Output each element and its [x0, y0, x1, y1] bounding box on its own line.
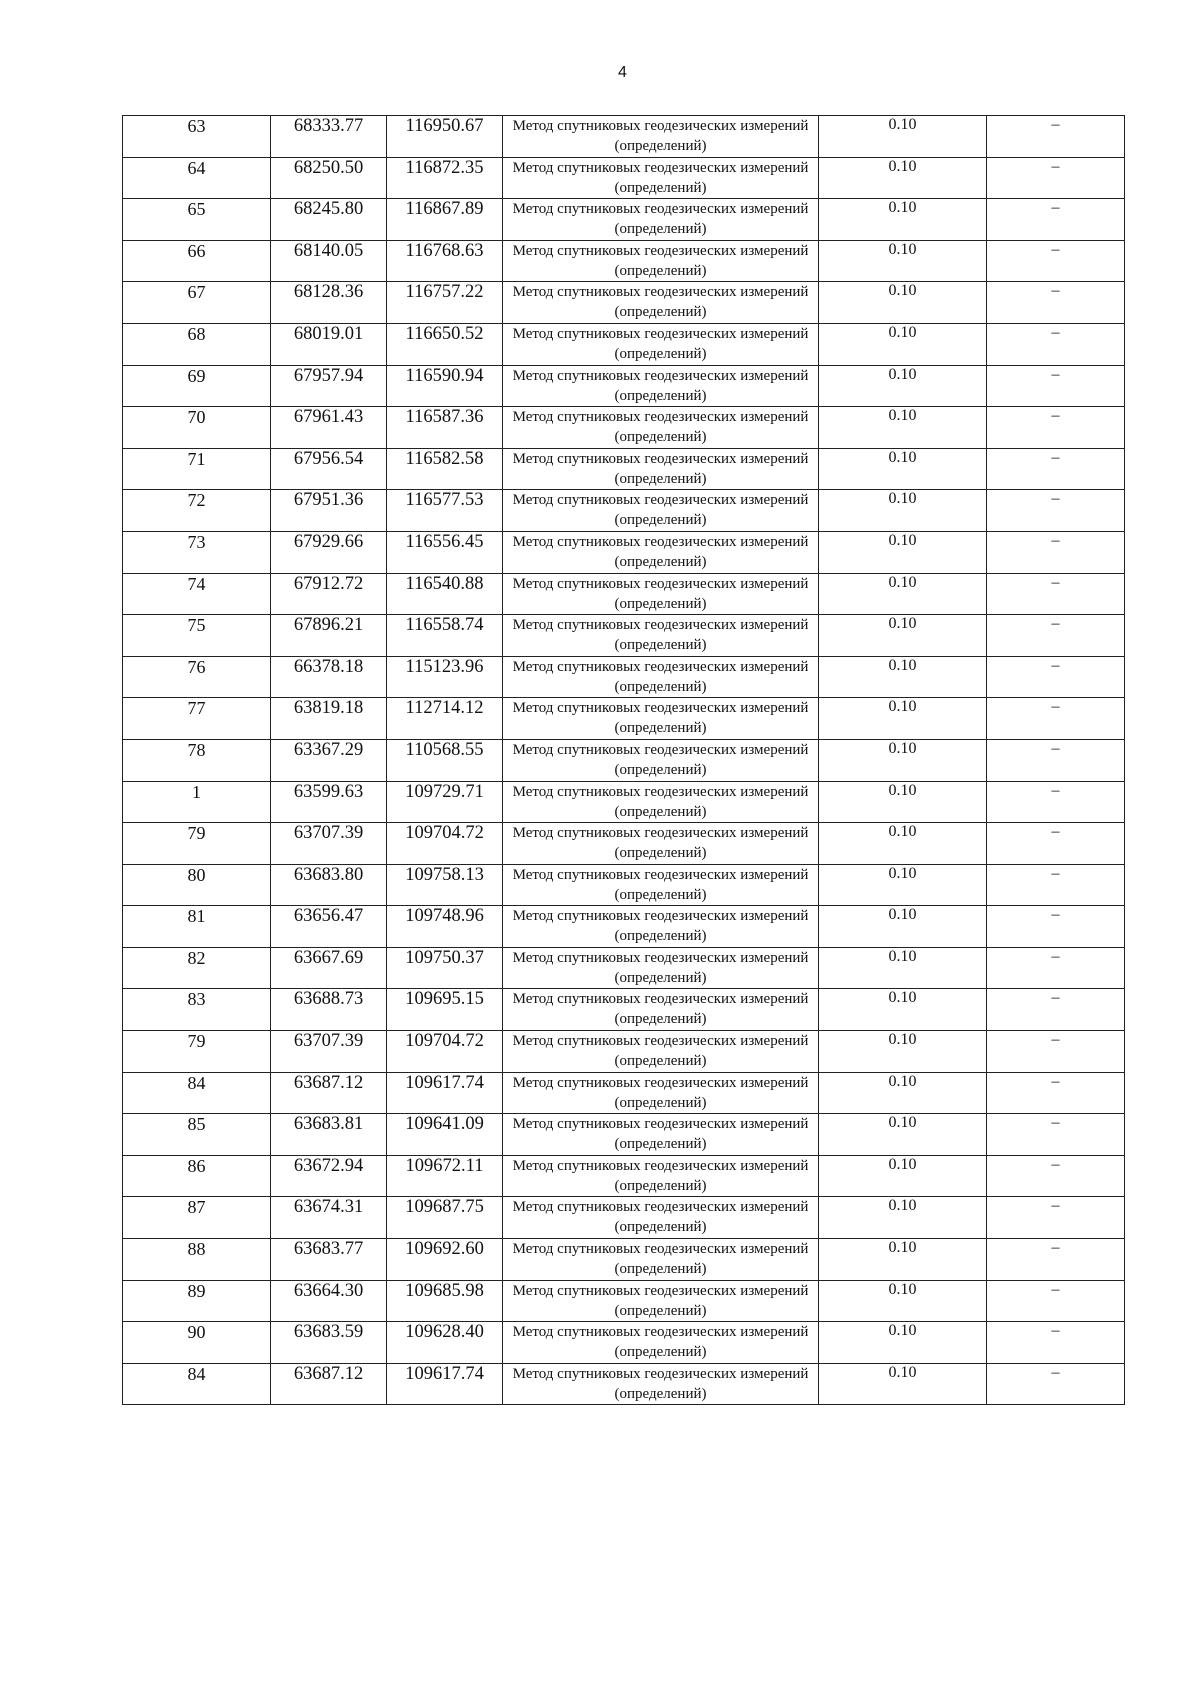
table-row [123, 1239, 1125, 1281]
point-number-cell: 82 [123, 947, 271, 989]
x-coordinate-cell: 63599.63 [271, 781, 387, 823]
x-coordinate-cell: 63683.59 [271, 1322, 387, 1364]
method-cell: Метод спутниковых геодезических измерений (определений) [503, 157, 819, 199]
x-coordinate-cell: 67957.94 [271, 365, 387, 407]
method-cell: Метод спутниковых геодезических измерений (определений) [503, 947, 819, 989]
table-row [123, 323, 1125, 365]
method-cell: Метод спутниковых геодезических измерений (определений) [503, 1114, 819, 1156]
y-coordinate-cell: 109704.72 [387, 823, 503, 865]
point-number-cell: 73 [123, 531, 271, 573]
y-coordinate-cell: 109695.15 [387, 989, 503, 1031]
y-coordinate-cell: 109641.09 [387, 1114, 503, 1156]
table-row [123, 490, 1125, 532]
method-cell: Метод спутниковых геодезических измерений (определений) [503, 1322, 819, 1364]
point-number-cell: 86 [123, 1155, 271, 1197]
method-cell: Метод спутниковых геодезических измерений (определений) [503, 323, 819, 365]
note-cell: – [987, 1363, 1125, 1405]
table-row [123, 906, 1125, 948]
note-cell: – [987, 573, 1125, 615]
y-coordinate-cell: 116587.36 [387, 407, 503, 449]
x-coordinate-cell: 63707.39 [271, 1031, 387, 1073]
accuracy-cell: 0.10 [819, 656, 987, 698]
x-coordinate-cell: 63683.80 [271, 864, 387, 906]
point-number-cell: 63 [123, 116, 271, 158]
accuracy-cell: 0.10 [819, 947, 987, 989]
y-coordinate-cell: 109750.37 [387, 947, 503, 989]
point-number-cell: 89 [123, 1280, 271, 1322]
coordinates-table-body [123, 116, 1125, 1405]
table-row [123, 698, 1125, 740]
x-coordinate-cell: 67912.72 [271, 573, 387, 615]
y-coordinate-cell: 116950.67 [387, 116, 503, 158]
method-cell: Метод спутниковых геодезических измерений (определений) [503, 199, 819, 241]
accuracy-cell: 0.10 [819, 1322, 987, 1364]
method-cell: Метод спутниковых геодезических измерений (определений) [503, 1072, 819, 1114]
y-coordinate-cell: 116577.53 [387, 490, 503, 532]
accuracy-cell: 0.10 [819, 573, 987, 615]
x-coordinate-cell: 63656.47 [271, 906, 387, 948]
x-coordinate-cell: 68019.01 [271, 323, 387, 365]
note-cell: – [987, 989, 1125, 1031]
x-coordinate-cell: 63683.77 [271, 1239, 387, 1281]
accuracy-cell: 0.10 [819, 1239, 987, 1281]
accuracy-cell: 0.10 [819, 698, 987, 740]
x-coordinate-cell: 66378.18 [271, 656, 387, 698]
accuracy-cell: 0.10 [819, 407, 987, 449]
note-cell: – [987, 1280, 1125, 1322]
method-cell: Метод спутниковых геодезических измерений (определений) [503, 240, 819, 282]
accuracy-cell: 0.10 [819, 157, 987, 199]
x-coordinate-cell: 67961.43 [271, 407, 387, 449]
accuracy-cell: 0.10 [819, 823, 987, 865]
note-cell: – [987, 490, 1125, 532]
table-row [123, 240, 1125, 282]
method-cell: Метод спутниковых геодезических измерений (определений) [503, 989, 819, 1031]
x-coordinate-cell: 63672.94 [271, 1155, 387, 1197]
y-coordinate-cell: 116558.74 [387, 615, 503, 657]
point-number-cell: 79 [123, 823, 271, 865]
point-number-cell: 67 [123, 282, 271, 324]
note-cell: – [987, 407, 1125, 449]
method-cell: Метод спутниковых геодезических измерений (определений) [503, 864, 819, 906]
table-row [123, 531, 1125, 573]
note-cell: – [987, 739, 1125, 781]
table-row [123, 615, 1125, 657]
y-coordinate-cell: 109685.98 [387, 1280, 503, 1322]
point-number-cell: 69 [123, 365, 271, 407]
note-cell: – [987, 1322, 1125, 1364]
y-coordinate-cell: 109672.11 [387, 1155, 503, 1197]
point-number-cell: 70 [123, 407, 271, 449]
point-number-cell: 75 [123, 615, 271, 657]
y-coordinate-cell: 116768.63 [387, 240, 503, 282]
table-row [123, 1155, 1125, 1197]
method-cell: Метод спутниковых геодезических измерений (определений) [503, 1363, 819, 1405]
point-number-cell: 74 [123, 573, 271, 615]
note-cell: – [987, 781, 1125, 823]
table-row [123, 1072, 1125, 1114]
x-coordinate-cell: 63707.39 [271, 823, 387, 865]
point-number-cell: 81 [123, 906, 271, 948]
y-coordinate-cell: 115123.96 [387, 656, 503, 698]
accuracy-cell: 0.10 [819, 615, 987, 657]
accuracy-cell: 0.10 [819, 781, 987, 823]
point-number-cell: 76 [123, 656, 271, 698]
table-row [123, 989, 1125, 1031]
note-cell: – [987, 656, 1125, 698]
point-number-cell: 79 [123, 1031, 271, 1073]
y-coordinate-cell: 112714.12 [387, 698, 503, 740]
x-coordinate-cell: 67896.21 [271, 615, 387, 657]
accuracy-cell: 0.10 [819, 199, 987, 241]
y-coordinate-cell: 116757.22 [387, 282, 503, 324]
coordinates-table [122, 115, 1125, 1405]
y-coordinate-cell: 109628.40 [387, 1322, 503, 1364]
note-cell: – [987, 906, 1125, 948]
y-coordinate-cell: 116540.88 [387, 573, 503, 615]
method-cell: Метод спутниковых геодезических измерений (определений) [503, 407, 819, 449]
table-row [123, 116, 1125, 158]
accuracy-cell: 0.10 [819, 448, 987, 490]
table-row [123, 947, 1125, 989]
method-cell: Метод спутниковых геодезических измерений (определений) [503, 1280, 819, 1322]
x-coordinate-cell: 63674.31 [271, 1197, 387, 1239]
y-coordinate-cell: 116650.52 [387, 323, 503, 365]
point-number-cell: 87 [123, 1197, 271, 1239]
note-cell: – [987, 240, 1125, 282]
y-coordinate-cell: 116590.94 [387, 365, 503, 407]
accuracy-cell: 0.10 [819, 906, 987, 948]
y-coordinate-cell: 116867.89 [387, 199, 503, 241]
note-cell: – [987, 615, 1125, 657]
y-coordinate-cell: 116582.58 [387, 448, 503, 490]
x-coordinate-cell: 68140.05 [271, 240, 387, 282]
note-cell: – [987, 1031, 1125, 1073]
table-row [123, 1031, 1125, 1073]
table-row [123, 199, 1125, 241]
table-row [123, 1114, 1125, 1156]
x-coordinate-cell: 68245.80 [271, 199, 387, 241]
note-cell: – [987, 1239, 1125, 1281]
point-number-cell: 64 [123, 157, 271, 199]
x-coordinate-cell: 67929.66 [271, 531, 387, 573]
y-coordinate-cell: 109692.60 [387, 1239, 503, 1281]
accuracy-cell: 0.10 [819, 739, 987, 781]
x-coordinate-cell: 67956.54 [271, 448, 387, 490]
method-cell: Метод спутниковых геодезических измерений (определений) [503, 823, 819, 865]
table-row [123, 781, 1125, 823]
point-number-cell: 88 [123, 1239, 271, 1281]
point-number-cell: 68 [123, 323, 271, 365]
point-number-cell: 83 [123, 989, 271, 1031]
method-cell: Метод спутниковых геодезических измерений (определений) [503, 490, 819, 532]
method-cell: Метод спутниковых геодезических измерений (определений) [503, 656, 819, 698]
y-coordinate-cell: 116872.35 [387, 157, 503, 199]
note-cell: – [987, 947, 1125, 989]
table-row [123, 739, 1125, 781]
x-coordinate-cell: 63819.18 [271, 698, 387, 740]
method-cell: Метод спутниковых геодезических измерений (определений) [503, 1031, 819, 1073]
y-coordinate-cell: 109748.96 [387, 906, 503, 948]
point-number-cell: 66 [123, 240, 271, 282]
point-number-cell: 72 [123, 490, 271, 532]
x-coordinate-cell: 63667.69 [271, 947, 387, 989]
point-number-cell: 77 [123, 698, 271, 740]
x-coordinate-cell: 63683.81 [271, 1114, 387, 1156]
table-row [123, 864, 1125, 906]
x-coordinate-cell: 68250.50 [271, 157, 387, 199]
point-number-cell: 84 [123, 1072, 271, 1114]
table-row [123, 823, 1125, 865]
table-row [123, 573, 1125, 615]
y-coordinate-cell: 109617.74 [387, 1363, 503, 1405]
accuracy-cell: 0.10 [819, 240, 987, 282]
y-coordinate-cell: 110568.55 [387, 739, 503, 781]
method-cell: Метод спутниковых геодезических измерений (определений) [503, 739, 819, 781]
table-row [123, 157, 1125, 199]
note-cell: – [987, 1114, 1125, 1156]
x-coordinate-cell: 68333.77 [271, 116, 387, 158]
accuracy-cell: 0.10 [819, 989, 987, 1031]
table-row [123, 656, 1125, 698]
note-cell: – [987, 116, 1125, 158]
y-coordinate-cell: 109617.74 [387, 1072, 503, 1114]
table-row [123, 1197, 1125, 1239]
note-cell: – [987, 531, 1125, 573]
method-cell: Метод спутниковых геодезических измерений (определений) [503, 448, 819, 490]
method-cell: Метод спутниковых геодезических измерений (определений) [503, 1155, 819, 1197]
y-coordinate-cell: 109758.13 [387, 864, 503, 906]
y-coordinate-cell: 109687.75 [387, 1197, 503, 1239]
note-cell: – [987, 1197, 1125, 1239]
x-coordinate-cell: 63688.73 [271, 989, 387, 1031]
accuracy-cell: 0.10 [819, 1031, 987, 1073]
accuracy-cell: 0.10 [819, 1197, 987, 1239]
table-row [123, 1363, 1125, 1405]
x-coordinate-cell: 68128.36 [271, 282, 387, 324]
method-cell: Метод спутниковых геодезических измерений (определений) [503, 1239, 819, 1281]
note-cell: – [987, 823, 1125, 865]
x-coordinate-cell: 63687.12 [271, 1072, 387, 1114]
x-coordinate-cell: 67951.36 [271, 490, 387, 532]
accuracy-cell: 0.10 [819, 1114, 987, 1156]
table-row [123, 1280, 1125, 1322]
accuracy-cell: 0.10 [819, 864, 987, 906]
accuracy-cell: 0.10 [819, 116, 987, 158]
point-number-cell: 78 [123, 739, 271, 781]
table-row [123, 407, 1125, 449]
point-number-cell: 71 [123, 448, 271, 490]
note-cell: – [987, 323, 1125, 365]
note-cell: – [987, 448, 1125, 490]
method-cell: Метод спутниковых геодезических измерений (определений) [503, 282, 819, 324]
method-cell: Метод спутниковых геодезических измерений (определений) [503, 1197, 819, 1239]
point-number-cell: 85 [123, 1114, 271, 1156]
method-cell: Метод спутниковых геодезических измерений (определений) [503, 698, 819, 740]
note-cell: – [987, 199, 1125, 241]
point-number-cell: 90 [123, 1322, 271, 1364]
accuracy-cell: 0.10 [819, 323, 987, 365]
accuracy-cell: 0.10 [819, 1280, 987, 1322]
method-cell: Метод спутниковых геодезических измерений (определений) [503, 573, 819, 615]
page-number: 4 [618, 64, 627, 81]
point-number-cell: 80 [123, 864, 271, 906]
method-cell: Метод спутниковых геодезических измерений (определений) [503, 531, 819, 573]
point-number-cell: 1 [123, 781, 271, 823]
x-coordinate-cell: 63367.29 [271, 739, 387, 781]
accuracy-cell: 0.10 [819, 490, 987, 532]
x-coordinate-cell: 63687.12 [271, 1363, 387, 1405]
accuracy-cell: 0.10 [819, 365, 987, 407]
method-cell: Метод спутниковых геодезических измерений (определений) [503, 615, 819, 657]
table-row [123, 1322, 1125, 1364]
point-number-cell: 84 [123, 1363, 271, 1405]
note-cell: – [987, 157, 1125, 199]
method-cell: Метод спутниковых геодезических измерений (определений) [503, 365, 819, 407]
note-cell: – [987, 1072, 1125, 1114]
y-coordinate-cell: 109704.72 [387, 1031, 503, 1073]
note-cell: – [987, 698, 1125, 740]
accuracy-cell: 0.10 [819, 282, 987, 324]
x-coordinate-cell: 63664.30 [271, 1280, 387, 1322]
note-cell: – [987, 1155, 1125, 1197]
point-number-cell: 65 [123, 199, 271, 241]
table-row [123, 448, 1125, 490]
table-row [123, 282, 1125, 324]
table-row [123, 365, 1125, 407]
method-cell: Метод спутниковых геодезических измерений (определений) [503, 781, 819, 823]
accuracy-cell: 0.10 [819, 1363, 987, 1405]
accuracy-cell: 0.10 [819, 531, 987, 573]
method-cell: Метод спутниковых геодезических измерений (определений) [503, 116, 819, 158]
y-coordinate-cell: 109729.71 [387, 781, 503, 823]
method-cell: Метод спутниковых геодезических измерений (определений) [503, 906, 819, 948]
accuracy-cell: 0.10 [819, 1155, 987, 1197]
accuracy-cell: 0.10 [819, 1072, 987, 1114]
note-cell: – [987, 864, 1125, 906]
note-cell: – [987, 282, 1125, 324]
y-coordinate-cell: 116556.45 [387, 531, 503, 573]
note-cell: – [987, 365, 1125, 407]
